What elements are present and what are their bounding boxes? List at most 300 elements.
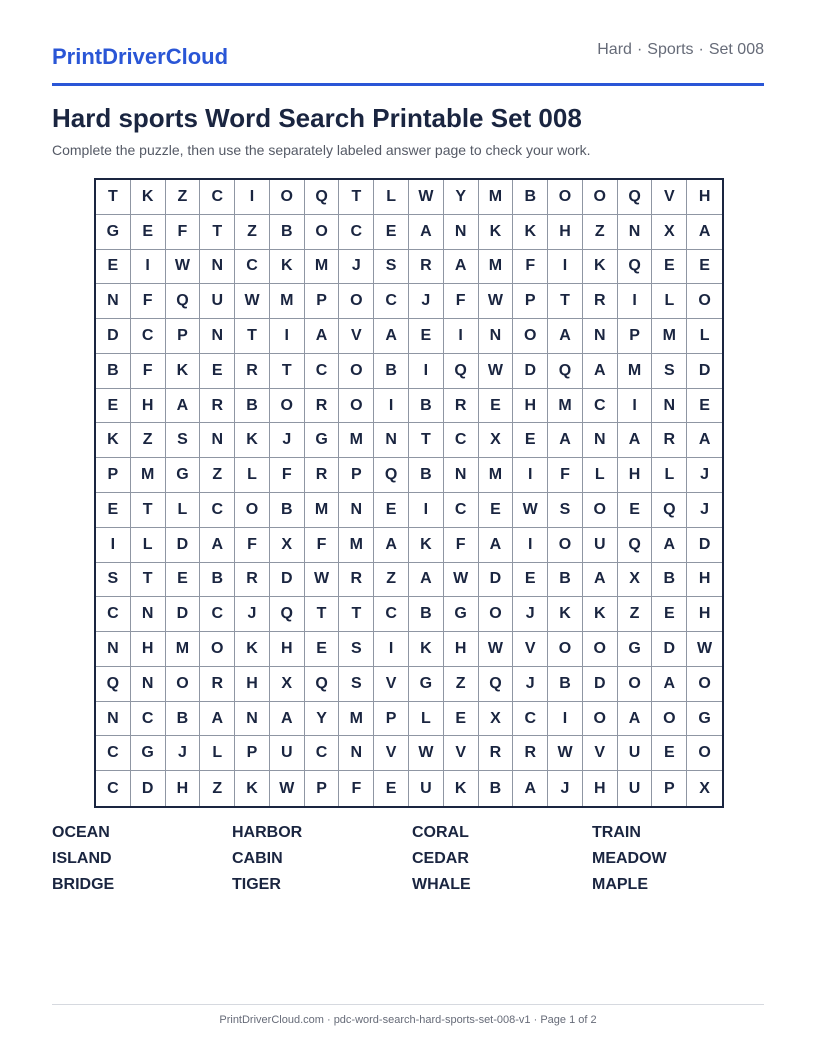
grid-cell: A: [444, 250, 479, 285]
grid-cell: R: [652, 423, 687, 458]
grid-cell: L: [374, 180, 409, 215]
grid-cell: K: [513, 215, 548, 250]
grid-cell: O: [687, 667, 722, 702]
grid-cell: O: [270, 180, 305, 215]
breadcrumb-separator: ·: [636, 41, 643, 58]
grid-cell: A: [374, 528, 409, 563]
grid-cell: L: [583, 458, 618, 493]
grid-cell: V: [652, 180, 687, 215]
grid-cell: A: [687, 423, 722, 458]
grid-cell: A: [652, 667, 687, 702]
grid-cell: B: [548, 563, 583, 598]
grid-cell: H: [687, 597, 722, 632]
grid-cell: M: [339, 423, 374, 458]
grid-cell: H: [235, 667, 270, 702]
grid-cell: I: [513, 528, 548, 563]
grid-cell: I: [618, 389, 653, 424]
grid-cell: H: [687, 180, 722, 215]
grid-cell: C: [374, 284, 409, 319]
grid-cell: Z: [583, 215, 618, 250]
grid-cell: F: [270, 458, 305, 493]
grid-cell: H: [548, 215, 583, 250]
grid-cell: U: [270, 736, 305, 771]
footer-page-number: Page 1 of 2: [540, 1014, 597, 1026]
grid-cell: T: [270, 354, 305, 389]
grid-cell: V: [583, 736, 618, 771]
grid-cell: F: [444, 528, 479, 563]
grid-cell: T: [339, 597, 374, 632]
grid-cell: H: [513, 389, 548, 424]
grid-cell: O: [200, 632, 235, 667]
grid-cell: E: [200, 354, 235, 389]
grid-cell: T: [339, 180, 374, 215]
grid-cell: A: [618, 702, 653, 737]
grid-cell: I: [131, 250, 166, 285]
grid-cell: C: [96, 771, 131, 806]
grid-cell: M: [652, 319, 687, 354]
grid-cell: O: [270, 389, 305, 424]
grid-cell: J: [339, 250, 374, 285]
grid-cell: B: [166, 702, 201, 737]
footer-site: PrintDriverCloud.com: [219, 1014, 324, 1026]
grid-cell: I: [444, 319, 479, 354]
grid-cell: W: [444, 563, 479, 598]
grid-cell: N: [96, 632, 131, 667]
header-rule: [52, 83, 764, 86]
grid-cell: Q: [548, 354, 583, 389]
grid-cell: K: [479, 215, 514, 250]
grid-cell: Q: [166, 284, 201, 319]
breadcrumb-topic: Sports: [647, 41, 694, 58]
grid-cell: S: [548, 493, 583, 528]
grid-cell: I: [96, 528, 131, 563]
grid-cell: B: [96, 354, 131, 389]
grid-cell: M: [479, 250, 514, 285]
grid-cell: P: [374, 702, 409, 737]
grid-cell: O: [548, 632, 583, 667]
grid-cell: J: [409, 284, 444, 319]
grid-cell: A: [687, 215, 722, 250]
grid-cell: M: [270, 284, 305, 319]
grid-cell: K: [131, 180, 166, 215]
grid-cell: P: [513, 284, 548, 319]
grid-cell: G: [131, 736, 166, 771]
grid-cell: N: [200, 319, 235, 354]
grid-cell: E: [652, 736, 687, 771]
grid-cell: M: [166, 632, 201, 667]
grid-cell: Y: [305, 702, 340, 737]
grid-cell: A: [200, 702, 235, 737]
grid-cell: U: [200, 284, 235, 319]
grid-cell: I: [548, 702, 583, 737]
grid-cell: T: [131, 563, 166, 598]
grid-cell: W: [548, 736, 583, 771]
grid-cell: E: [96, 493, 131, 528]
grid-cell: X: [618, 563, 653, 598]
grid-cell: V: [513, 632, 548, 667]
grid-cell: E: [479, 389, 514, 424]
grid-cell: C: [583, 389, 618, 424]
grid-cell: X: [699, 779, 710, 797]
grid-cell: R: [235, 354, 270, 389]
word-list-item: OCEAN: [52, 824, 110, 841]
grid-cell: E: [652, 250, 687, 285]
grid-cell: H: [131, 632, 166, 667]
grid-cell: E: [652, 597, 687, 632]
grid-cell: K: [583, 597, 618, 632]
grid-cell: I: [235, 180, 270, 215]
grid-cell: N: [479, 319, 514, 354]
grid-cell: O: [548, 180, 583, 215]
grid-cell: O: [687, 284, 722, 319]
page-title: Hard sports Word Search Printable Set 008: [52, 103, 582, 133]
grid-cell: B: [548, 667, 583, 702]
grid-cell: I: [409, 354, 444, 389]
word-list-item: TIGER: [232, 876, 281, 893]
grid-cell: A: [409, 215, 444, 250]
grid-cell: R: [479, 736, 514, 771]
grid-cell: X: [652, 215, 687, 250]
grid-cell: B: [409, 389, 444, 424]
grid-cell: Z: [166, 180, 201, 215]
grid-cell: C: [339, 215, 374, 250]
grid-cell: K: [96, 423, 131, 458]
grid-cell: N: [583, 423, 618, 458]
word-search-grid: [94, 178, 724, 808]
grid-cell: I: [618, 284, 653, 319]
grid-cell: W: [479, 284, 514, 319]
grid-cell: O: [652, 702, 687, 737]
grid-cell: N: [444, 215, 479, 250]
grid-cell: S: [166, 423, 201, 458]
grid-cell: J: [166, 736, 201, 771]
grid-cell: G: [618, 632, 653, 667]
grid-cell: D: [513, 354, 548, 389]
grid-cell: D: [479, 563, 514, 598]
grid-cell: E: [131, 215, 166, 250]
grid-cell: B: [200, 563, 235, 598]
grid-cell: G: [166, 458, 201, 493]
word-list-item: CEDAR: [412, 850, 469, 867]
grid-cell: H: [166, 771, 201, 806]
grid-cell: E: [166, 563, 201, 598]
grid-cell: Q: [305, 667, 340, 702]
grid-cell: K: [409, 632, 444, 667]
grid-cell: O: [305, 215, 340, 250]
grid-cell: M: [339, 528, 374, 563]
grid-cell: H: [687, 563, 722, 598]
grid-cell: D: [687, 528, 722, 563]
grid-cell: S: [374, 250, 409, 285]
grid-cell: G: [444, 597, 479, 632]
grid-cell: V: [339, 319, 374, 354]
grid-cell: D: [166, 597, 201, 632]
grid-cell: C: [131, 319, 166, 354]
grid-cell: O: [687, 736, 722, 771]
grid-cell: D: [166, 528, 201, 563]
grid-cell: C: [200, 597, 235, 632]
grid-cell: R: [409, 250, 444, 285]
grid-cell: A: [618, 423, 653, 458]
grid-cell: N: [96, 284, 131, 319]
page-subtitle: Complete the puzzle, then use the separately labeled answer page to check your work.: [52, 142, 591, 158]
grid-cell: C: [444, 423, 479, 458]
grid-cell: F: [305, 528, 340, 563]
grid-cell: N: [339, 493, 374, 528]
grid-cell: A: [374, 319, 409, 354]
grid-cell: P: [652, 771, 687, 806]
grid-cell: T: [305, 597, 340, 632]
grid-cell: E: [687, 250, 722, 285]
grid-cell: R: [200, 389, 235, 424]
grid-cell: Q: [444, 354, 479, 389]
grid-cell: N: [583, 319, 618, 354]
grid-cell: F: [131, 284, 166, 319]
grid-cell: B: [235, 389, 270, 424]
grid-cell: G: [305, 423, 340, 458]
grid-cell: Q: [652, 493, 687, 528]
grid-cell: K: [270, 250, 305, 285]
grid-cell: M: [305, 493, 340, 528]
grid-cell: P: [618, 319, 653, 354]
grid-cell: F: [131, 354, 166, 389]
grid-cell: W: [479, 354, 514, 389]
grid-cell: A: [583, 354, 618, 389]
grid-cell: Q: [618, 180, 653, 215]
grid-cell: E: [513, 563, 548, 598]
grid-cell: O: [166, 667, 201, 702]
grid-cell: M: [339, 702, 374, 737]
grid-cell: J: [513, 667, 548, 702]
grid-cell: E: [444, 702, 479, 737]
grid-cell: X: [270, 528, 305, 563]
grid-cell: G: [409, 667, 444, 702]
grid-cell: N: [444, 458, 479, 493]
grid-cell: C: [305, 354, 340, 389]
grid-cell: N: [200, 423, 235, 458]
grid-cell: F: [444, 284, 479, 319]
grid-cell: F: [235, 528, 270, 563]
grid-cell: S: [339, 632, 374, 667]
grid-cell: N: [200, 250, 235, 285]
word-list-item: MAPLE: [592, 876, 648, 893]
word-list-item: CABIN: [232, 850, 283, 867]
grid-cell: Z: [618, 597, 653, 632]
grid-cell: S: [652, 354, 687, 389]
grid-cell: O: [339, 389, 374, 424]
grid-cell: D: [270, 563, 305, 598]
grid-cell: A: [200, 528, 235, 563]
grid-cell: X: [479, 702, 514, 737]
grid-cell: K: [444, 771, 479, 806]
grid-cell: B: [374, 354, 409, 389]
page-footer: PrintDriverCloud.com · pdc-word-search-hard-sports-set-008-v1 · Page 1 of 2: [219, 1014, 597, 1026]
grid-cell: D: [96, 319, 131, 354]
grid-cell: M: [479, 180, 514, 215]
footer-doc-id: pdc-word-search-hard-sports-set-008-v1: [333, 1014, 531, 1026]
grid-cell: E: [618, 493, 653, 528]
grid-cell: T: [235, 319, 270, 354]
grid-cell: G: [96, 215, 131, 250]
grid-cell: A: [479, 528, 514, 563]
grid-cell: E: [96, 389, 131, 424]
grid-cell: R: [444, 389, 479, 424]
grid-cell: L: [409, 702, 444, 737]
grid-cell: H: [270, 632, 305, 667]
grid-cell: P: [305, 284, 340, 319]
grid-cell: O: [548, 528, 583, 563]
brand-logo: PrintDriverCloud: [52, 44, 229, 69]
grid-cell: L: [131, 528, 166, 563]
grid-cell: B: [652, 563, 687, 598]
grid-cell: R: [513, 736, 548, 771]
grid-cell: N: [339, 736, 374, 771]
grid-cell: D: [652, 632, 687, 667]
grid-cell: W: [513, 493, 548, 528]
grid-cell: T: [548, 284, 583, 319]
grid-cell: T: [200, 215, 235, 250]
grid-cell: P: [166, 319, 201, 354]
grid-cell: M: [618, 354, 653, 389]
grid-cell: T: [131, 493, 166, 528]
grid-cell: P: [235, 736, 270, 771]
word-list-item: HARBOR: [232, 824, 303, 841]
grid-cell: O: [618, 667, 653, 702]
grid-cell: B: [270, 493, 305, 528]
grid-cell: W: [235, 284, 270, 319]
grid-cell: P: [339, 458, 374, 493]
grid-cell: C: [96, 597, 131, 632]
grid-cell: V: [444, 736, 479, 771]
grid-cell: O: [583, 493, 618, 528]
grid-cell: J: [235, 597, 270, 632]
grid-cell: E: [687, 389, 722, 424]
grid-cell: U: [583, 528, 618, 563]
grid-cell: C: [96, 736, 131, 771]
grid-cell: P: [96, 458, 131, 493]
grid-cell: B: [513, 180, 548, 215]
grid-cell: Q: [96, 667, 131, 702]
grid-cell: O: [235, 493, 270, 528]
grid-cell: I: [374, 389, 409, 424]
grid-cell: A: [548, 423, 583, 458]
grid-cell: E: [513, 423, 548, 458]
grid-cell: C: [235, 250, 270, 285]
grid-cell: Q: [270, 597, 305, 632]
grid-cell: N: [652, 389, 687, 424]
breadcrumb-set: Set 008: [708, 41, 764, 58]
grid-cell: C: [513, 702, 548, 737]
grid-cell: Q: [618, 250, 653, 285]
grid-cell: Z: [235, 215, 270, 250]
grid-cell: S: [339, 667, 374, 702]
grid-cell: U: [618, 736, 653, 771]
grid-cell: L: [166, 493, 201, 528]
grid-cell: F: [513, 250, 548, 285]
grid-cell: O: [583, 632, 618, 667]
grid-cell: R: [339, 563, 374, 598]
grid-cell: D: [687, 354, 722, 389]
grid-cell: J: [270, 423, 305, 458]
grid-cell: B: [270, 215, 305, 250]
grid-cell: K: [409, 528, 444, 563]
grid-cell: R: [235, 563, 270, 598]
grid-cell: F: [548, 458, 583, 493]
grid-cell: R: [583, 284, 618, 319]
grid-cell: A: [652, 528, 687, 563]
grid-cell: K: [235, 632, 270, 667]
grid-cell: A: [270, 702, 305, 737]
grid-cell: D: [583, 667, 618, 702]
grid-cell: H: [583, 771, 618, 806]
grid-cell: M: [305, 250, 340, 285]
grid-cell: W: [305, 563, 340, 598]
grid-cell: Z: [200, 771, 235, 806]
grid-cell: L: [652, 284, 687, 319]
grid-cell: P: [305, 771, 340, 806]
grid-cell: C: [444, 493, 479, 528]
grid-cell: I: [374, 632, 409, 667]
grid-cell: J: [687, 458, 722, 493]
grid-cell: W: [409, 180, 444, 215]
grid-cell: J: [687, 493, 722, 528]
grid-cell: W: [270, 771, 305, 806]
grid-cell: V: [374, 667, 409, 702]
grid-cell: C: [374, 597, 409, 632]
breadcrumb: [597, 41, 764, 59]
grid-cell: C: [131, 702, 166, 737]
grid-cell: N: [618, 215, 653, 250]
grid-cell: Z: [444, 667, 479, 702]
grid-cell: F: [339, 771, 374, 806]
grid-cell: O: [479, 597, 514, 632]
grid-cell: D: [131, 771, 166, 806]
grid-cell: N: [374, 423, 409, 458]
grid-cell: O: [513, 319, 548, 354]
grid-cell: R: [305, 458, 340, 493]
grid-cell: O: [583, 702, 618, 737]
grid-cell: Q: [618, 528, 653, 563]
grid-cell: E: [96, 250, 131, 285]
footer-rule: [52, 1004, 764, 1005]
grid-cell: U: [618, 771, 653, 806]
grid-cell: B: [409, 597, 444, 632]
grid-cell: O: [583, 180, 618, 215]
grid-cell: T: [96, 180, 131, 215]
grid-cell: W: [166, 250, 201, 285]
grid-cell: T: [409, 423, 444, 458]
grid-cell: S: [96, 563, 131, 598]
grid-cell: W: [479, 632, 514, 667]
grid-cell: E: [374, 215, 409, 250]
grid-cell: A: [305, 319, 340, 354]
grid-cell: Q: [374, 458, 409, 493]
grid-cell: H: [444, 632, 479, 667]
grid-cell: O: [339, 354, 374, 389]
grid-cell: B: [479, 771, 514, 806]
grid-cell: N: [131, 597, 166, 632]
grid-cell: H: [131, 389, 166, 424]
grid-cell: G: [687, 702, 722, 737]
grid-cell: A: [583, 563, 618, 598]
grid-cell: E: [409, 319, 444, 354]
word-list-item: CORAL: [412, 824, 469, 841]
grid-cell: K: [583, 250, 618, 285]
grid-cell: I: [409, 493, 444, 528]
grid-cell: N: [96, 702, 131, 737]
grid-cell: W: [687, 632, 722, 667]
grid-cell: J: [548, 771, 583, 806]
